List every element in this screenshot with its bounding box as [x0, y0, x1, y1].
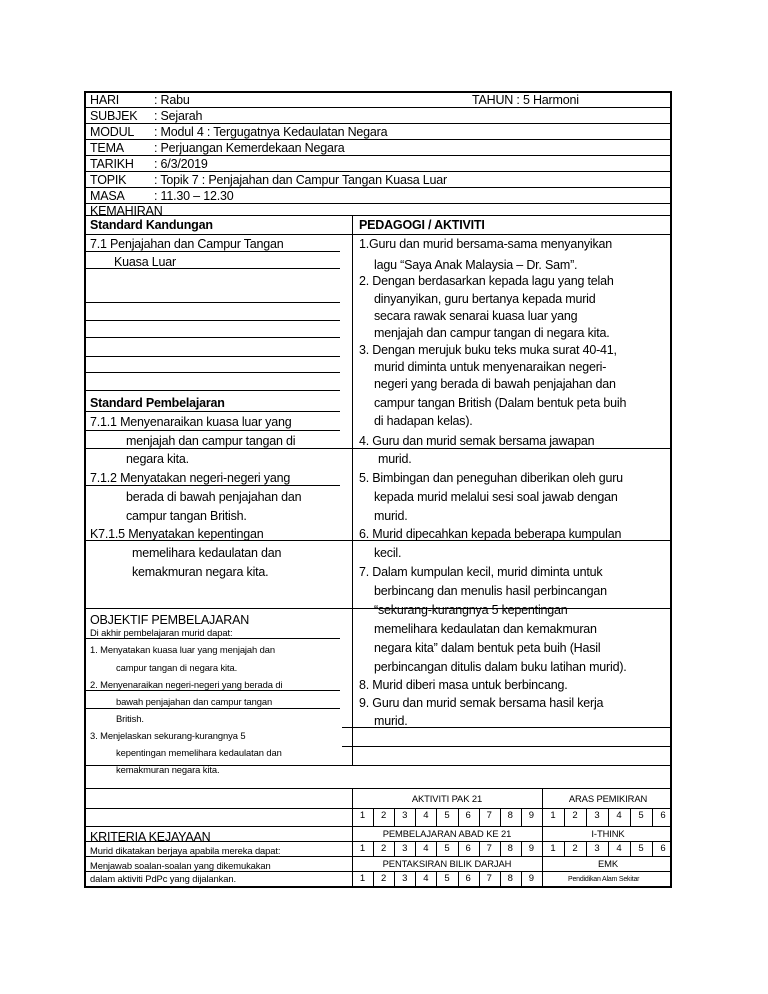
cell-divider: [500, 871, 501, 888]
cell-divider: [652, 841, 653, 856]
objektif-line: kepentingan memelihara kedaulatan dan: [116, 747, 282, 758]
tema-label: TEMA: [90, 141, 124, 155]
number-cell: 9: [528, 810, 535, 821]
sp-line: K7.1.5 Menyatakan kepentingan: [90, 527, 264, 541]
objektif-line: campur tangan di negara kita.: [116, 662, 238, 673]
kriteria-line: dalam aktiviti PdPc yang dijalankan.: [90, 873, 236, 884]
cell-divider: [436, 808, 437, 826]
standard-pembelajaran-heading: Standard Pembelajaran: [90, 396, 225, 410]
number-cell: 1: [359, 810, 366, 821]
aktiviti-pak21-label: AKTIVITI PAK 21: [411, 793, 483, 804]
sp-line: campur tangan British.: [126, 509, 247, 523]
number-cell: 5: [444, 873, 450, 884]
number-cell: 6: [465, 873, 471, 884]
tema-value: : Perjuangan Kemerdekaan Negara: [154, 141, 345, 155]
cell-divider: [394, 871, 395, 888]
pedagogi-line: di hadapan kelas).: [374, 414, 473, 428]
number-cell: 8: [507, 810, 513, 821]
pedagogi-line: 7. Dalam kumpulan kecil, murid diminta untuk: [359, 565, 603, 579]
pedagogi-line: 6. Murid dipecahkan kepada beberapa kumpulan: [359, 527, 622, 541]
pedagogi-line: 9. Guru dan murid semak bersama hasil kerja: [359, 696, 604, 710]
number-cell: 2: [572, 810, 578, 821]
pedagogi-line: 3. Dengan merujuk buku teks muka surat 40-41,: [359, 343, 617, 357]
pedagogi-line: murid.: [374, 714, 408, 728]
sk-line: Kuasa Luar: [114, 255, 176, 269]
subjek-value: : Sejarah: [154, 109, 203, 123]
number-cell: 6: [660, 843, 666, 854]
cell-divider: [458, 871, 459, 888]
sp-line: menjajah dan campur tangan di: [126, 434, 296, 448]
cell-divider: [586, 808, 587, 826]
objektif-heading: OBJEKTIF PEMBELAJARAN: [90, 613, 250, 627]
cell-divider: [458, 808, 459, 826]
sp-line: negara kita.: [126, 452, 189, 466]
lesson-plan-table: [84, 91, 672, 888]
pedagogi-line: memelihara kedaulatan dan kemakmuran: [374, 622, 597, 636]
cell-divider: [436, 841, 437, 856]
number-cell: 4: [423, 873, 429, 884]
number-cell: 3: [402, 843, 408, 854]
pedagogi-line: 8. Murid diberi masa untuk berbincang.: [359, 678, 568, 692]
modul-label: MODUL: [90, 125, 135, 139]
number-cell: 3: [594, 843, 600, 854]
cell-divider: [415, 808, 416, 826]
hari-value: : Rabu: [154, 93, 190, 107]
tahun-value: TAHUN : 5 Harmoni: [472, 93, 579, 107]
objektif-line: British.: [116, 713, 144, 724]
number-cell: 6: [465, 810, 471, 821]
topik-label: TOPIK: [90, 173, 127, 187]
pedagogi-heading: PEDAGOGI / AKTIVITI: [359, 218, 485, 232]
number-cell: 5: [444, 810, 450, 821]
pedagogi-line: kepada murid melalui sesi soal jawab dengan: [374, 490, 618, 504]
number-cell: 6: [660, 810, 666, 821]
emk-label: EMK: [597, 858, 618, 869]
subjek-label: SUBJEK: [90, 109, 138, 123]
standard-kandungan-heading: Standard Kandungan: [90, 218, 213, 232]
pedagogi-line: kecil.: [374, 546, 402, 560]
number-cell: 7: [486, 810, 492, 821]
pedagogi-line: murid.: [374, 509, 408, 523]
cell-divider: [373, 841, 374, 856]
emk-value: Pendidikan Alam Sekitar: [568, 876, 640, 883]
number-cell: 2: [381, 810, 387, 821]
sp-line: memelihara kedaulatan dan: [132, 546, 282, 560]
masa-label: MASA: [90, 189, 125, 203]
number-cell: 8: [507, 843, 513, 854]
sp-line: berada di bawah penjajahan dan: [126, 490, 302, 504]
number-cell: 4: [616, 810, 622, 821]
number-cell: 5: [444, 843, 450, 854]
pedagogi-line: 4. Guru dan murid semak bersama jawapan: [359, 434, 595, 448]
kriteria-line: Murid dikatakan berjaya apabila mereka dapat:: [90, 845, 281, 856]
objektif-line: Di akhir pembelajaran murid dapat:: [90, 627, 233, 638]
pedagogi-line: “sekurang-kurangnya 5 kepentingan: [374, 603, 568, 617]
pentaksiran-label: PENTAKSIRAN BILIK DARJAH: [382, 858, 512, 869]
pedagogi-line: negara kita” dalam bentuk peta buih (Hasil: [374, 641, 601, 655]
cell-divider: [630, 808, 631, 826]
number-cell: 3: [594, 810, 600, 821]
objektif-line: bawah penjajahan dan campur tangan: [116, 696, 273, 707]
cell-divider: [415, 841, 416, 856]
number-cell: 5: [638, 810, 644, 821]
cell-divider: [521, 871, 522, 888]
number-cell: 1: [359, 843, 366, 854]
objektif-line: kemakmuran negara kita.: [116, 764, 220, 775]
number-cell: 5: [638, 843, 644, 854]
pedagogi-line: murid.: [378, 452, 412, 466]
cell-divider: [500, 808, 501, 826]
number-cell: 1: [550, 843, 556, 854]
number-cell: 1: [550, 810, 556, 821]
number-cell: 2: [381, 843, 387, 854]
cell-divider: [586, 841, 587, 856]
cell-divider: [479, 841, 480, 856]
pedagogi-line: dinyanyikan, guru bertanya kepada murid: [374, 292, 596, 306]
cell-divider: [608, 808, 609, 826]
pedagogi-line: menjajah dan campur tangan di negara kita.: [374, 326, 610, 340]
objektif-line: 1. Menyatakan kuasa luar yang menjajah dan: [90, 644, 275, 655]
number-cell: 7: [486, 843, 492, 854]
cell-divider: [564, 808, 565, 826]
cell-divider: [373, 871, 374, 888]
pedagogi-line: secara rawak senarai kuasa luar yang: [374, 309, 578, 323]
cell-divider: [394, 808, 395, 826]
number-cell: 3: [402, 810, 408, 821]
number-cell: 4: [423, 810, 429, 821]
pedagogi-line: lagu “Saya Anak Malaysia – Dr. Sam”.: [374, 258, 578, 272]
tarikh-label: TARIKH: [90, 157, 134, 171]
masa-value: : 11.30 – 12.30: [154, 189, 234, 203]
cell-divider: [458, 841, 459, 856]
number-cell: 2: [381, 873, 387, 884]
cell-divider: [521, 841, 522, 856]
number-cell: 7: [486, 873, 492, 884]
number-cell: 2: [572, 843, 578, 854]
sp-line: 7.1.1 Menyenaraikan kuasa luar yang: [90, 415, 292, 429]
sk-line: 7.1 Penjajahan dan Campur Tangan: [90, 237, 284, 251]
cell-divider: [415, 871, 416, 888]
tarikh-value: : 6/3/2019: [154, 157, 208, 171]
objektif-line: 3. Menjelaskan sekurang-kurangnya 5: [90, 730, 246, 741]
number-cell: 4: [423, 843, 429, 854]
pedagogi-line: perbincangan ditulis dalam buku latihan murid).: [374, 660, 627, 674]
pedagogi-line: murid diminta untuk menyenaraikan negeri-: [374, 360, 607, 374]
pembelajaran-abad-label: PEMBELAJARAN ABAD KE 21: [382, 828, 512, 839]
cell-divider: [373, 808, 374, 826]
topik-value: : Topik 7 : Penjajahan dan Campur Tangan Kuasa Luar: [154, 173, 448, 187]
pedagogi-line: 2. Dengan berdasarkan kepada lagu yang telah: [359, 274, 614, 288]
number-cell: 8: [507, 873, 513, 884]
cell-divider: [436, 871, 437, 888]
kemahiran-label: KEMAHIRAN: [90, 204, 163, 218]
pedagogi-line: berbincang dan menulis hasil perbincangan: [374, 584, 607, 598]
pedagogi-line: 5. Bimbingan dan peneguhan diberikan oleh guru: [359, 471, 623, 485]
number-cell: 1: [359, 873, 366, 884]
cell-divider: [608, 841, 609, 856]
sp-line: kemakmuran negara kita.: [132, 565, 269, 579]
objektif-line: 2. Menyenaraikan negeri-negeri yang berada di: [90, 679, 283, 690]
cell-divider: [500, 841, 501, 856]
number-cell: 4: [616, 843, 622, 854]
cell-divider: [630, 841, 631, 856]
cell-divider: [479, 808, 480, 826]
pedagogi-line: campur tangan British (Dalam bentuk peta buih: [374, 396, 627, 410]
kriteria-line: Menjawab soalan-soalan yang dikemukakan: [90, 860, 271, 871]
cell-divider: [394, 841, 395, 856]
sp-line: 7.1.2 Menyatakan negeri-negeri yang: [90, 471, 291, 485]
number-cell: 6: [465, 843, 471, 854]
cell-divider: [521, 808, 522, 826]
number-cell: 3: [402, 873, 408, 884]
kriteria-heading: KRITERIA KEJAYAAN: [90, 830, 211, 844]
number-cell: 9: [528, 843, 535, 854]
hari-label: HARI: [90, 93, 120, 107]
pedagogi-line: negeri yang berada di bawah penjajahan dan: [374, 377, 616, 391]
i-think-label: I-THINK: [591, 828, 625, 839]
cell-divider: [564, 841, 565, 856]
number-cell: 9: [528, 873, 535, 884]
pedagogi-line: 1.Guru dan murid bersama-sama menyanyikan: [359, 237, 613, 251]
aras-pemikiran-label: ARAS PEMIKIRAN: [568, 793, 648, 804]
cell-divider: [479, 871, 480, 888]
cell-divider: [652, 808, 653, 826]
modul-value: : Modul 4 : Tergugatnya Kedaulatan Negara: [154, 125, 388, 139]
